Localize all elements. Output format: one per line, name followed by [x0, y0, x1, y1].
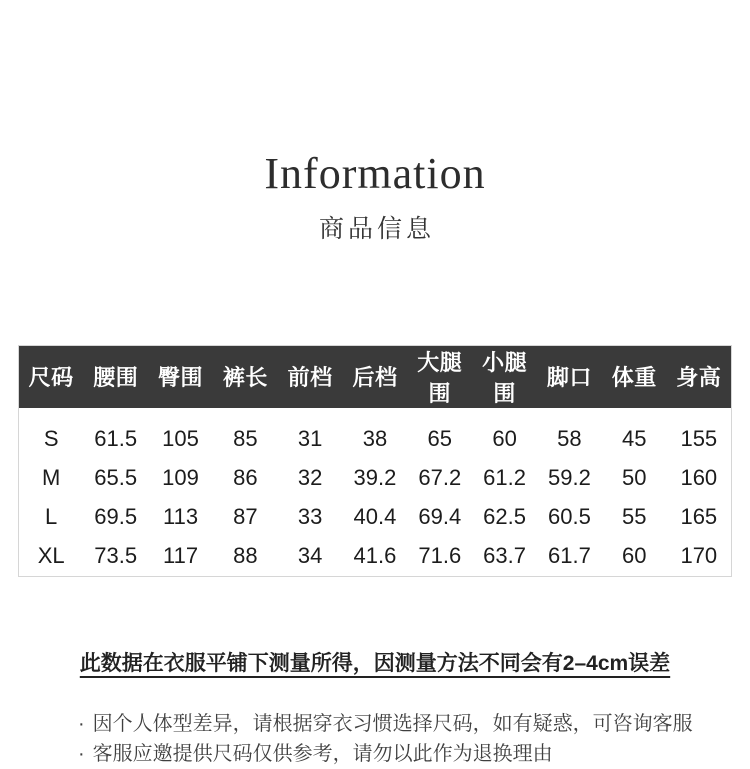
- header-cell-calf: 小腿围: [472, 345, 537, 408]
- measurement-note-text: 此数据在衣服平铺下测量所得，因测量方法不同会有2–4cm误差: [79, 651, 671, 675]
- table-cell: 105: [162, 426, 199, 452]
- table-cell: 31: [297, 426, 323, 452]
- table-cell: 62.5: [483, 504, 526, 530]
- table-cell: 165: [680, 504, 718, 530]
- table-cell: 71.6: [418, 543, 462, 569]
- table-row-s: [19, 408, 732, 459]
- table-cell: 170: [680, 543, 718, 569]
- table-cell: 113: [162, 504, 199, 530]
- header-cell-height: 身高: [667, 345, 732, 408]
- table-cell: 58: [557, 426, 582, 452]
- table-cell: 38: [362, 426, 388, 452]
- header-cell-back-rise: 后档: [343, 345, 408, 408]
- table-cell: 160: [680, 465, 718, 491]
- header-cell-hip: 臀围: [148, 345, 213, 408]
- header-cell-size: 尺码: [19, 345, 84, 408]
- table-cell: 85: [233, 426, 258, 452]
- table-cell: 86: [233, 465, 258, 491]
- table-cell: 40.4: [353, 504, 397, 530]
- header-cell-front-rise: 前档: [278, 345, 343, 408]
- disclaimer-text-1: 因个人体型差异，请根据穿衣习惯选择尺码，如有疑惑，可咨询客服: [92, 712, 693, 735]
- disclaimer-text-2: 客服应邀提供尺码仅供参考，请勿以此作为退换理由: [92, 742, 553, 765]
- size-chart-body: [19, 408, 732, 577]
- header-cell-weight: 体重: [602, 345, 667, 408]
- header-cell-waist: 腰围: [83, 345, 148, 408]
- size-cell: S: [43, 426, 59, 452]
- table-cell: 34: [297, 543, 323, 569]
- size-cell: XL: [37, 543, 65, 569]
- title-block: [0, 0, 750, 245]
- table-cell: 60: [492, 426, 517, 452]
- table-cell: 55: [621, 504, 647, 530]
- measurement-note: [0, 647, 750, 677]
- table-cell: 117: [162, 543, 199, 569]
- table-row-m: [19, 459, 732, 498]
- table-cell: 45: [621, 426, 647, 452]
- page-title: Information: [264, 149, 486, 198]
- table-cell: 61.2: [483, 465, 526, 491]
- table-cell: 32: [297, 465, 323, 491]
- disclaimer-line: [78, 709, 730, 739]
- table-cell: 65: [427, 426, 453, 452]
- table-cell: 61.5: [94, 426, 138, 452]
- size-chart-header-row: [19, 345, 732, 408]
- table-cell: 155: [680, 426, 718, 452]
- table-cell: 69.4: [418, 504, 462, 530]
- table-cell: 88: [233, 543, 258, 569]
- table-cell: 61.7: [547, 543, 591, 569]
- table-cell: 33: [297, 504, 323, 530]
- size-chart-table: [18, 345, 732, 577]
- table-cell: 73.5: [94, 543, 138, 569]
- table-cell: 69.5: [94, 504, 138, 530]
- table-cell: 109: [162, 465, 199, 491]
- bullet-marker: ·: [78, 742, 85, 765]
- disclaimer-line: [78, 739, 730, 769]
- header-cell-pants-length: 裤长: [213, 345, 278, 408]
- table-cell: 63.7: [483, 543, 526, 569]
- page-subtitle: 商品信息: [318, 214, 435, 243]
- table-row-xl: [19, 537, 732, 577]
- table-cell: 41.6: [353, 543, 397, 569]
- size-cell: M: [41, 465, 61, 491]
- bullet-marker: ·: [78, 712, 85, 735]
- table-cell: 60: [621, 543, 647, 569]
- table-cell: 39.2: [353, 465, 397, 491]
- disclaimer-notes: [78, 709, 730, 769]
- header-cell-thigh: 大腿围: [407, 345, 472, 408]
- table-cell: 67.2: [418, 465, 462, 491]
- table-row-l: [19, 498, 732, 537]
- table-cell: 87: [233, 504, 258, 530]
- header-cell-leg-opening: 脚口: [537, 345, 602, 408]
- table-cell: 60.5: [547, 504, 591, 530]
- size-cell: L: [45, 504, 58, 530]
- table-cell: 59.2: [547, 465, 591, 491]
- table-cell: 65.5: [94, 465, 138, 491]
- table-cell: 50: [621, 465, 647, 491]
